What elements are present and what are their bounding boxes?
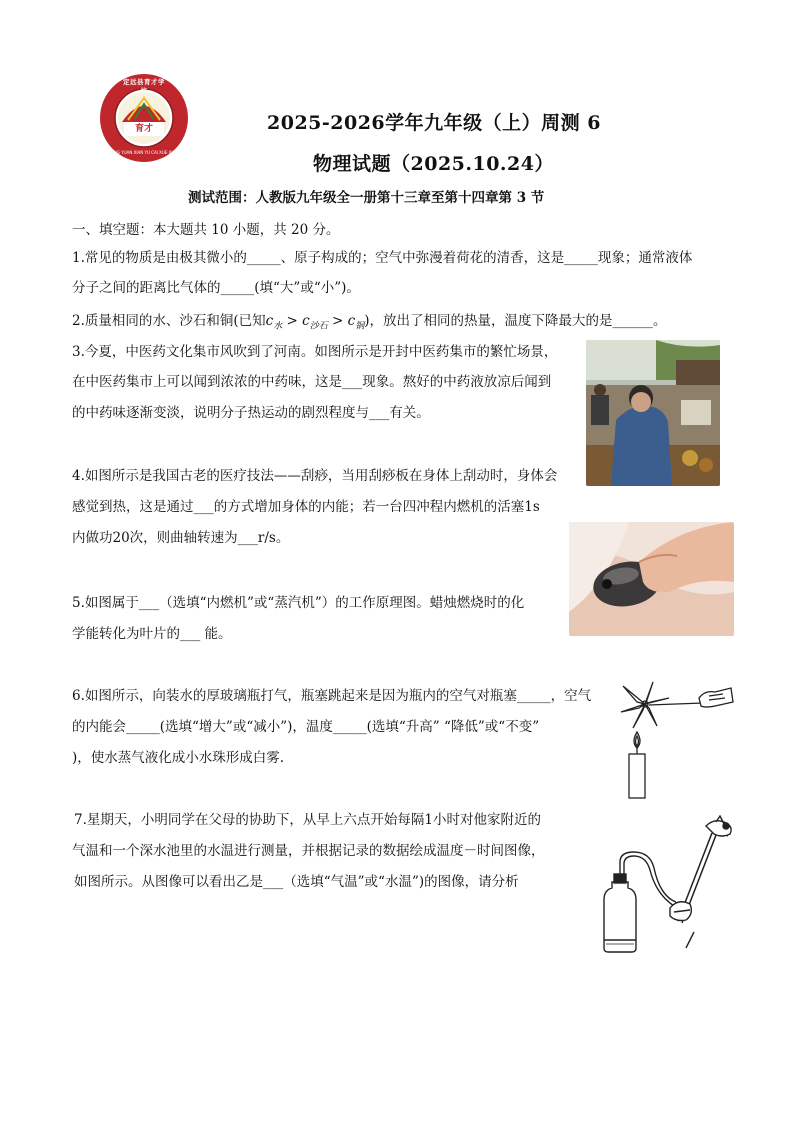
- market-photo: [586, 340, 720, 486]
- question-1-line-1: 1.常见的物质是由极其微小的_____、原子构成的；空气中弥漫着荷花的清香，这是_____现象；通常液体: [72, 250, 693, 266]
- test-scope: 测试范围：人教版九年级全一册第十三章至第十四章第 3 节: [188, 190, 545, 206]
- question-3-line-1: 3.今夏，中医药文化集市风吹到了河南。如图所示是开封中医药集市的繁忙场景，: [72, 344, 558, 360]
- question-2-line-1: 2.质量相同的水、沙石和铜(已知$c_水 > c_{沙石} > c_铜$)，放出了相同的热量，温度下降最大的是______。: [72, 313, 667, 332]
- school-logo: [98, 72, 190, 164]
- question-4-line-1: 4.如图所示是我国古老的医疗技法——刮痧，当用刮痧板在身体上刮动时，身体会: [72, 468, 558, 484]
- exam-subtitle: 物理试题（2025.10.24）: [313, 153, 554, 175]
- pinwheel-candle-diagram: [613, 678, 739, 802]
- section-heading: 一、填空题：本大题共 10 小题，共 20 分。: [72, 222, 340, 238]
- logo-latin-text: DING YUAN XIAN YU CAI XUE XIAO: [109, 150, 179, 155]
- c-symbol-copper: $c_铜$: [347, 313, 365, 332]
- question-5-line-2: 学能转化为叶片的___ 能。: [72, 626, 232, 642]
- question-3-line-2: 在中医药集市上可以闻到浓浓的中药味，这是___现象。熬好的中药液放凉后闻到: [72, 374, 552, 390]
- c-symbol-water: $c_水$: [265, 313, 283, 332]
- question-7-line-3: 如图所示。从图像可以看出乙是___（选填“气温”或“水温”)的图像，请分析: [74, 874, 519, 890]
- question-2-after: )，放出了相同的热量，温度下降最大的是______。: [364, 313, 667, 329]
- question-3-line-3: 的中药味逐渐变淡，说明分子热运动的剧烈程度与___有关。: [72, 405, 430, 421]
- question-7-line-1: 7.星期天，小明同学在父母的协助下，从早上六点开始每隔1小时对他家附近的: [74, 812, 541, 828]
- logo-ring-text: 定远县育才学校: [123, 78, 165, 95]
- question-6-line-1: 6.如图所示，向装水的厚玻璃瓶打气，瓶塞跳起来是因为瓶内的空气对瓶塞_____，空气: [72, 688, 592, 704]
- question-5-line-1: 5.如图属于___（选填“内燃机”或“蒸汽机”）的工作原理图。蜡烛燃烧时的化: [72, 595, 525, 611]
- question-4-line-2: 感觉到热，这是通过___的方式增加身体的内能；若一台四冲程内燃机的活塞1s: [72, 499, 540, 515]
- question-7-line-2: 气温和一个深水池里的水温进行测量，并根据记录的数据绘成温度－时间图像，: [72, 843, 545, 859]
- question-1-line-2: 分子之间的距离比气体的_____(填“大”或“小”)。: [72, 280, 360, 296]
- exam-title: 2025-2026学年九年级（上）周测 6: [267, 112, 601, 134]
- c-symbol-sand: $c_{沙石}$: [302, 313, 328, 332]
- question-4-line-3: 内做功20次，则曲轴转速为___r/s。: [72, 530, 290, 546]
- question-6-line-2: 的内能会_____(选填“增大”或“减小”)，温度_____(选填“升高” “降低”或“不变”: [72, 719, 540, 735]
- gua-sha-photo: [569, 522, 734, 636]
- bottle-pump-diagram: [594, 812, 742, 956]
- question-6-line-3: )，使水蒸气液化成小水珠形成白雾.: [72, 750, 285, 766]
- question-2-before: 2.质量相同的水、沙石和铜(已知: [72, 313, 266, 329]
- logo-center-text: 育才: [134, 124, 153, 134]
